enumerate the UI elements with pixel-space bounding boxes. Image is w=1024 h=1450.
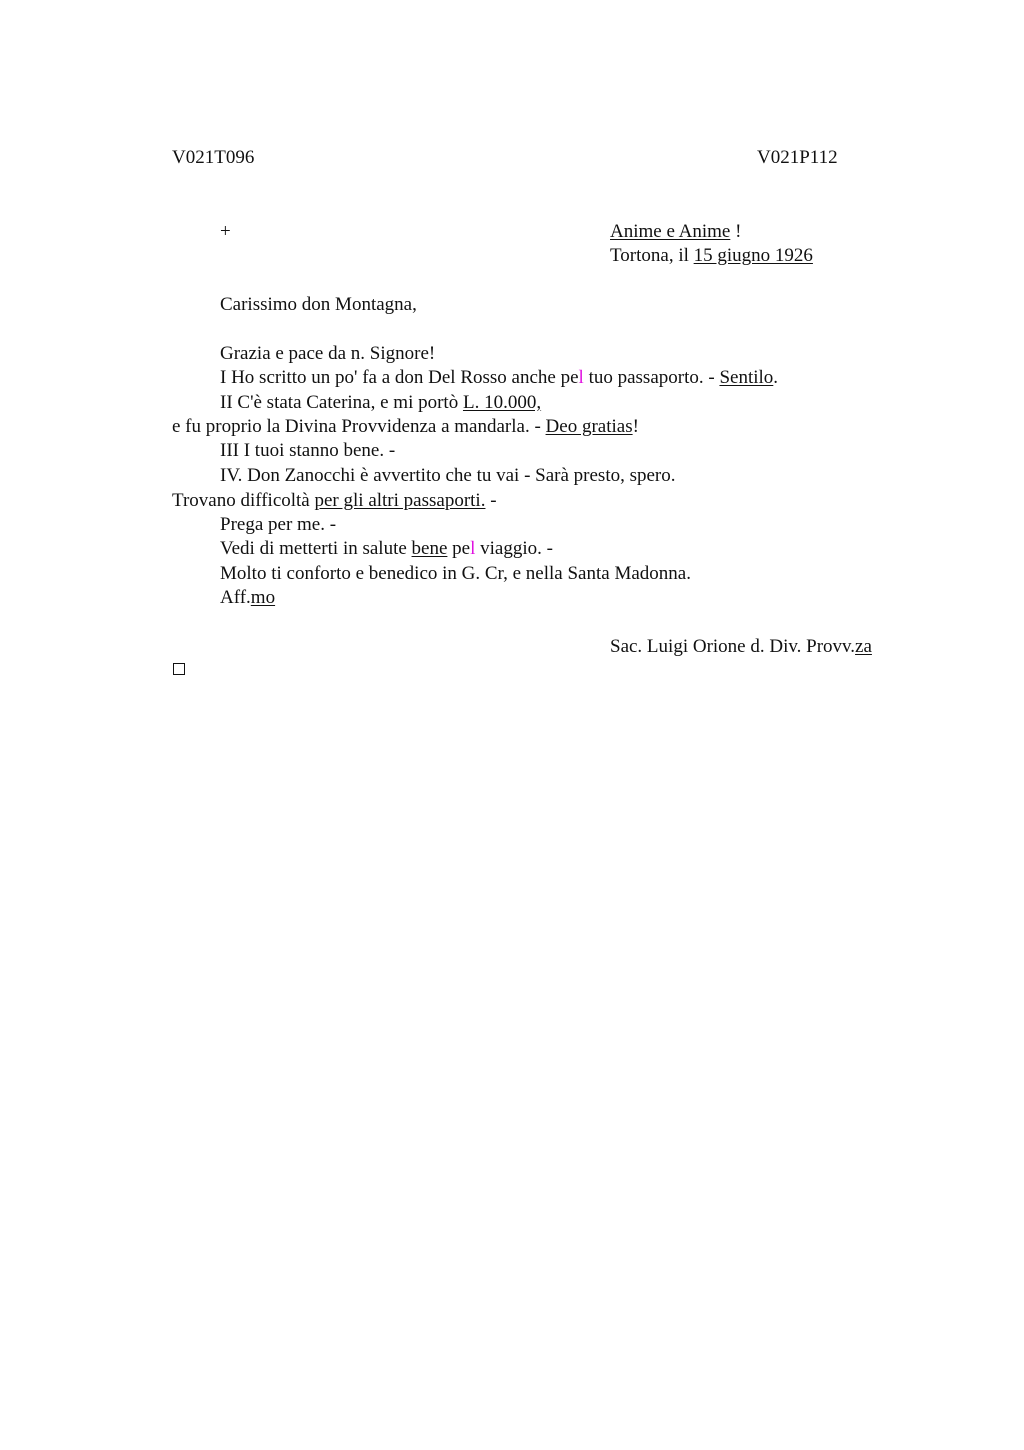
closing [220,586,275,610]
paragraph-1-underlined: Sentilo [719,367,774,388]
paragraph-4: IV. Don Zanocchi è avvertito che tu vai - Sarà presto, spero. [220,465,676,486]
paragraph-4-continuation [172,489,497,513]
signature-text: Sac. Luigi Orione d. Div. Provv. [610,636,856,657]
motto [610,220,741,244]
paragraph-1-text: I Ho scritto un po' fa a don Del Rosso anche pe [220,367,579,388]
archive-code-right: V021P112 [757,147,838,168]
paragraph-2-text: II C'è stata Caterina, e mi portò [220,392,463,413]
paragraph-6-text-2: pe [447,538,471,559]
paragraph-1 [220,366,778,390]
dateline-prefix: Tortona, il [610,245,694,266]
dateline-date: 15 giugno 1926 [693,245,813,266]
paragraph-6-underlined: bene [411,538,448,559]
cross-mark: + [220,221,231,242]
paragraph-2-cont-underlined: Deo gratias [545,416,633,437]
paragraph-3: III I tuoi stanno bene. - [220,440,396,461]
signature [610,635,872,659]
greeting: Grazia e pace da n. Signore! [220,343,436,364]
dateline [610,244,813,268]
paragraph-7: Molto ti conforto e benedico in G. Cr, e nella Santa Madonna. [220,563,691,584]
paragraph-4-cont-text: Trovano difficoltà [172,490,315,511]
paragraph-1-end: . [773,367,779,388]
paragraph-6-end: viaggio. - [475,538,553,559]
paragraph-4-cont-underlined: per gli altri passaporti. [314,490,486,511]
paragraph-2-cont-end: ! [632,416,639,437]
motto-underlined: Anime e Anime [610,221,731,242]
paragraph-5: Prega per me. - [220,514,337,535]
closing-text: Aff. [220,587,251,608]
paragraph-2-cont-text: e fu proprio la Divina Provvidenza a mandarla. - [172,416,546,437]
salutation: Carissimo don Montagna, [220,294,417,315]
motto-tail: ! [730,221,742,242]
paragraph-2 [220,391,541,415]
closing-underlined: mo [250,587,276,608]
paragraph-2-underlined: L. 10.000, [462,392,542,413]
paragraph-2-continuation [172,415,639,439]
paragraph-4-cont-end: - [485,490,497,511]
paragraph-1-text-2: tuo passaporto. - [583,367,720,388]
editorial-letter: l [470,538,476,559]
editorial-letter: l [578,367,584,388]
empty-square-icon [173,663,185,675]
paragraph-6 [220,537,553,561]
paragraph-6-text: Vedi di metterti in salute [220,538,412,559]
archive-code-left: V021T096 [172,147,255,168]
signature-underlined: za [855,636,872,657]
